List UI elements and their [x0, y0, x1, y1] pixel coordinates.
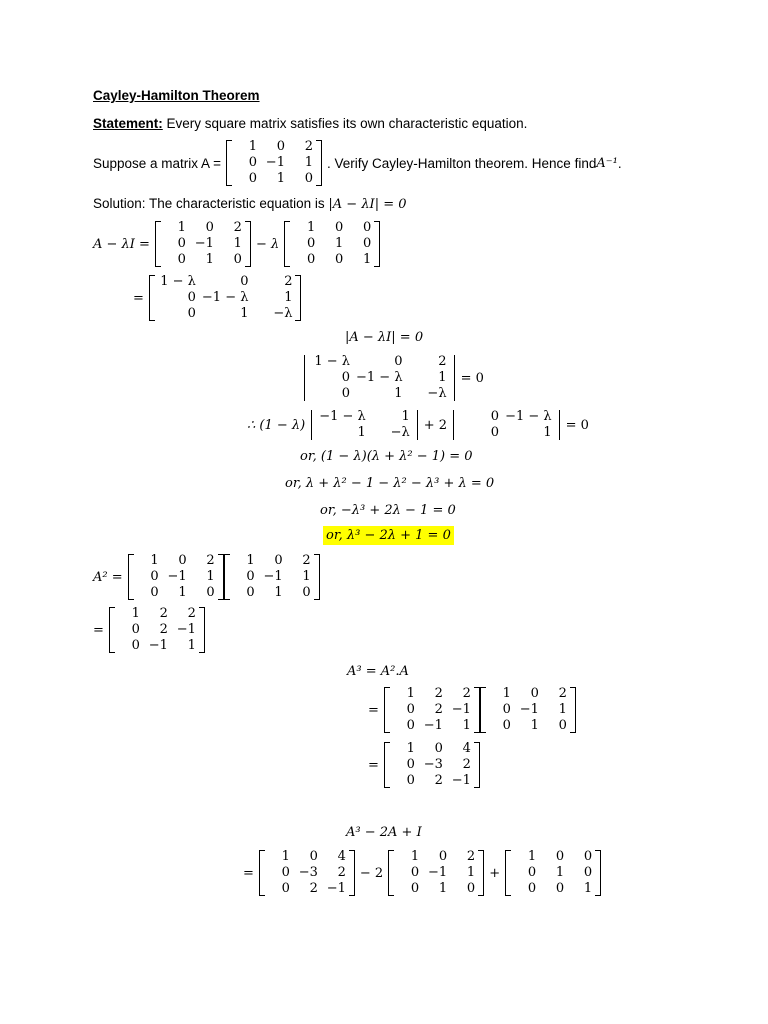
matrix-cell: 0 [555, 849, 565, 864]
matrix-cell: 0 [362, 236, 372, 251]
matrix-cell: 1 [150, 553, 159, 568]
matrix-cell: −1 [519, 702, 539, 717]
matrix-cell: 2 [159, 606, 168, 621]
matrix-cell: 1 [131, 606, 140, 621]
matrix-cell: 0 [187, 306, 196, 321]
matrix-cell: 1 [466, 865, 476, 880]
a-cubed-result-line [368, 741, 480, 789]
plus-sign: + [489, 865, 501, 881]
statement-line [93, 116, 527, 131]
matrix-cell: 1 [240, 306, 249, 321]
matrix-cell: 1 [527, 849, 537, 864]
matrix-cell: 0 [466, 881, 476, 896]
matrix-cell: 0 [583, 849, 593, 864]
a-cubed-equals-1: = [368, 702, 379, 718]
matrix-cell: −1 [451, 702, 471, 717]
matrix-cell: −1 [167, 569, 187, 584]
matrix-cell: 2 [304, 139, 313, 154]
a-squared-result-line [93, 606, 205, 654]
matrix-cell: 0 [178, 553, 187, 568]
matrix-cell: 4 [337, 849, 346, 864]
matrix-cell: 1 [246, 553, 255, 568]
matrix-cell: 4 [462, 741, 471, 756]
matrix-cell: 0 [274, 553, 283, 568]
a-minus-lambda-i-line [93, 220, 380, 268]
matrix-cell: 0 [406, 773, 415, 788]
matrix-cell: 0 [240, 274, 249, 289]
matrix-cell: 1 [502, 686, 511, 701]
a-squared-factor-2 [224, 553, 320, 601]
matrix-cell: 0 [394, 354, 403, 369]
matrix-cell: 1 [281, 849, 290, 864]
matrix-cell: 1 [530, 718, 539, 733]
matrix-cell: 2 [302, 553, 311, 568]
step-or-1: or, (1 − λ)(λ + λ² − 1) = 0 [300, 449, 473, 464]
matrix-a-minus-lambda [149, 274, 302, 322]
highlighted-equation: or, λ³ − 2λ + 1 = 0 [323, 526, 454, 545]
matrix-cell: 1 [205, 252, 214, 267]
matrix-cell: 0 [302, 585, 311, 600]
minus-lambda: − λ [255, 236, 280, 252]
matrix-cell: 0 [177, 252, 186, 267]
matrix-cell: 1 [276, 171, 285, 186]
matrix-cell: 1 [583, 881, 593, 896]
matrix-cell: −1 − λ [356, 370, 403, 385]
matrix-cell: −1 [194, 236, 214, 251]
matrix-cell: 1 [362, 252, 372, 267]
statement-label: Statement: [93, 116, 163, 131]
matrix-cell: 0 [438, 849, 448, 864]
plus-two: + 2 [423, 417, 448, 433]
a-cubed-factor-a [480, 686, 576, 734]
final-expression: A³ − 2A + I [346, 825, 422, 840]
matrix-cell: 0 [246, 585, 255, 600]
matrix-cell: 1 [555, 865, 565, 880]
matrix-cell: 1 [248, 139, 257, 154]
matrix-cell: 0 [527, 881, 537, 896]
matrix-cell: −1 [265, 155, 285, 170]
matrix-cell: 0 [341, 370, 350, 385]
matrix-cell: 0 [406, 702, 415, 717]
matrix-cell: 0 [527, 865, 537, 880]
characteristic-equation-highlight [323, 528, 454, 543]
matrix-cell: 0 [206, 585, 215, 600]
matrix-cell: 2 [466, 849, 476, 864]
matrix-cell: 2 [462, 757, 471, 772]
matrix-cell: 0 [246, 569, 255, 584]
step-or-3: or, −λ³ + 2λ − 1 = 0 [320, 503, 456, 518]
matrix-cell: 0 [131, 622, 140, 637]
matrix-cell: 1 [462, 718, 471, 733]
step-or-2: or, λ + λ² − 1 − λ² − λ³ + λ = 0 [285, 476, 495, 491]
suppose-line [93, 139, 622, 187]
therefore-prefix: ∴ (1 − λ) [247, 417, 306, 433]
matrix-cell: 0 [406, 757, 415, 772]
matrix-cell: 1 [178, 585, 187, 600]
final-identity [505, 849, 601, 897]
a-cubed-equation: A³ = A².A [347, 664, 409, 679]
matrix-cell: 0 [490, 409, 500, 424]
matrix-cell: 0 [248, 171, 257, 186]
matrix-cell: 2 [233, 220, 242, 235]
matrix-cell: 0 [334, 252, 344, 267]
minor-determinant-1 [310, 409, 419, 441]
matrix-cell: −1 − λ [201, 290, 249, 305]
matrix-cell: 0 [502, 718, 511, 733]
matrix-cell: 0 [281, 865, 290, 880]
matrix-cell: −1 − λ [505, 409, 552, 424]
final-a [388, 849, 484, 897]
matrix-cell: 2 [284, 274, 293, 289]
matrix-cell: 0 [309, 849, 318, 864]
matrix-cell: 1 [187, 638, 196, 653]
final-sum-line [243, 849, 601, 897]
matrix-cell: 0 [233, 252, 242, 267]
matrix-cell: 1 − λ [314, 354, 350, 369]
matrix-cell: 0 [248, 155, 257, 170]
minor-determinant-2 [452, 409, 561, 441]
a-cubed-product-line [368, 686, 576, 734]
matrix-cell: 0 [306, 236, 316, 251]
matrix-cell: 1 [274, 585, 283, 600]
matrix-cell: 0 [150, 585, 159, 600]
final-equals: = [243, 865, 254, 881]
matrix-cell: 1 [558, 702, 567, 717]
suppose-end: . [617, 155, 622, 171]
matrix-cell: 0 [205, 220, 214, 235]
matrix-cell: −3 [423, 757, 443, 772]
matrix-cell: 0 [187, 290, 196, 305]
determinant-line [303, 354, 484, 402]
a-squared-factor-1 [128, 553, 224, 601]
a-squared-equals: = [93, 622, 104, 638]
a-squared-label: A² = [93, 569, 123, 585]
matrix-cell: 1 [304, 155, 313, 170]
equals-sign: = [133, 290, 144, 306]
matrix-cell: −1 [263, 569, 283, 584]
matrix-cell: 1 [438, 370, 447, 385]
matrix-cell: 1 [406, 686, 415, 701]
matrix-cell: 0 [306, 252, 316, 267]
matrix-cell: −λ [427, 386, 447, 401]
matrix-cell: 2 [434, 773, 443, 788]
matrix-cell: 2 [462, 686, 471, 701]
matrix-cell: 1 [543, 425, 552, 440]
matrix-cell: −1 − λ [319, 409, 366, 424]
matrix-cell: 1 [334, 236, 344, 251]
determinant-a-minus-lambda [303, 354, 456, 402]
matrix-a-copy [155, 220, 251, 268]
matrix-cell: −1 [428, 865, 448, 880]
final-a-cubed [259, 849, 355, 897]
matrix-cell: 2 [187, 606, 196, 621]
equals-zero: = 0 [460, 370, 484, 386]
matrix-cell: 0 [410, 881, 420, 896]
matrix-cell: 1 [302, 569, 311, 584]
matrix-cell: 0 [583, 865, 593, 880]
matrix-cell: 0 [150, 569, 159, 584]
matrix-cell: 1 [438, 881, 448, 896]
matrix-cell: 2 [438, 354, 447, 369]
minus-two: − 2 [359, 865, 384, 881]
matrix-cell: 1 [177, 220, 186, 235]
solution-equation: |A − λI| = 0 [328, 197, 407, 212]
solution-prefix: Solution: The characteristic equation is [93, 196, 329, 211]
matrix-cell: 0 [341, 386, 350, 401]
a-minus-lambda-i-label: A − λI = [93, 236, 150, 252]
matrix-cell: 0 [281, 881, 290, 896]
matrix-cell: 2 [206, 553, 215, 568]
matrix-cell: 2 [434, 702, 443, 717]
matrix-cell: 0 [410, 865, 420, 880]
matrix-a [226, 139, 322, 187]
matrix-cell: 0 [555, 881, 565, 896]
identity-matrix [284, 220, 380, 268]
statement-text: Every square matrix satisfies its own characteristic equation. [162, 116, 528, 131]
matrix-cell: 0 [362, 220, 372, 235]
page-title: Cayley-Hamilton Theorem [93, 88, 260, 103]
suppose-suffix: . Verify Cayley-Hamilton theorem. Hence find [326, 155, 597, 171]
matrix-cell: 1 [357, 425, 366, 440]
matrix-cell: −λ [390, 425, 410, 440]
suppose-prefix: Suppose a matrix A = [93, 155, 221, 171]
matrix-cell: 1 [401, 409, 410, 424]
determinant-equation: |A − λI| = 0 [345, 330, 424, 345]
matrix-cell: 1 [394, 386, 403, 401]
matrix-cell: 0 [558, 718, 567, 733]
matrix-cell: 0 [530, 686, 539, 701]
matrix-cell: 2 [558, 686, 567, 701]
matrix-cell: −1 [148, 638, 168, 653]
matrix-cell: 0 [334, 220, 344, 235]
matrix-cell: 2 [337, 865, 346, 880]
matrix-cell: 1 − λ [160, 274, 196, 289]
matrix-cell: 0 [502, 702, 511, 717]
expansion-equals-zero: = 0 [565, 417, 589, 433]
matrix-cell: −1 [423, 718, 443, 733]
matrix-cell: 0 [131, 638, 140, 653]
a-lambda-result-line [133, 274, 301, 322]
matrix-cell: 2 [159, 622, 168, 637]
inverse-symbol: A⁻¹ [596, 155, 618, 171]
matrix-cell: 1 [410, 849, 420, 864]
matrix-cell: 0 [304, 171, 313, 186]
matrix-cell: 0 [434, 741, 443, 756]
matrix-cell: 1 [406, 741, 415, 756]
matrix-cell: 0 [177, 236, 186, 251]
matrix-cell: −1 [176, 622, 196, 637]
a-cubed-matrix [384, 741, 480, 789]
matrix-cell: −1 [326, 881, 346, 896]
matrix-cell: 1 [284, 290, 293, 305]
matrix-cell: 2 [309, 881, 318, 896]
solution-line [93, 196, 407, 212]
matrix-cell: 0 [276, 139, 285, 154]
matrix-cell: −λ [273, 306, 293, 321]
matrix-cell: 2 [434, 686, 443, 701]
expansion-line [247, 409, 589, 441]
matrix-cell: 0 [490, 425, 500, 440]
matrix-cell: 1 [233, 236, 242, 251]
a-cubed-equals-2: = [368, 757, 379, 773]
matrix-cell: 1 [206, 569, 215, 584]
matrix-cell: 0 [406, 718, 415, 733]
a-cubed-factor-a-squared [384, 686, 480, 734]
a-squared-line [93, 553, 320, 601]
a-squared-matrix [109, 606, 205, 654]
matrix-cell: 1 [306, 220, 316, 235]
matrix-cell: −3 [298, 865, 318, 880]
matrix-cell: −1 [451, 773, 471, 788]
